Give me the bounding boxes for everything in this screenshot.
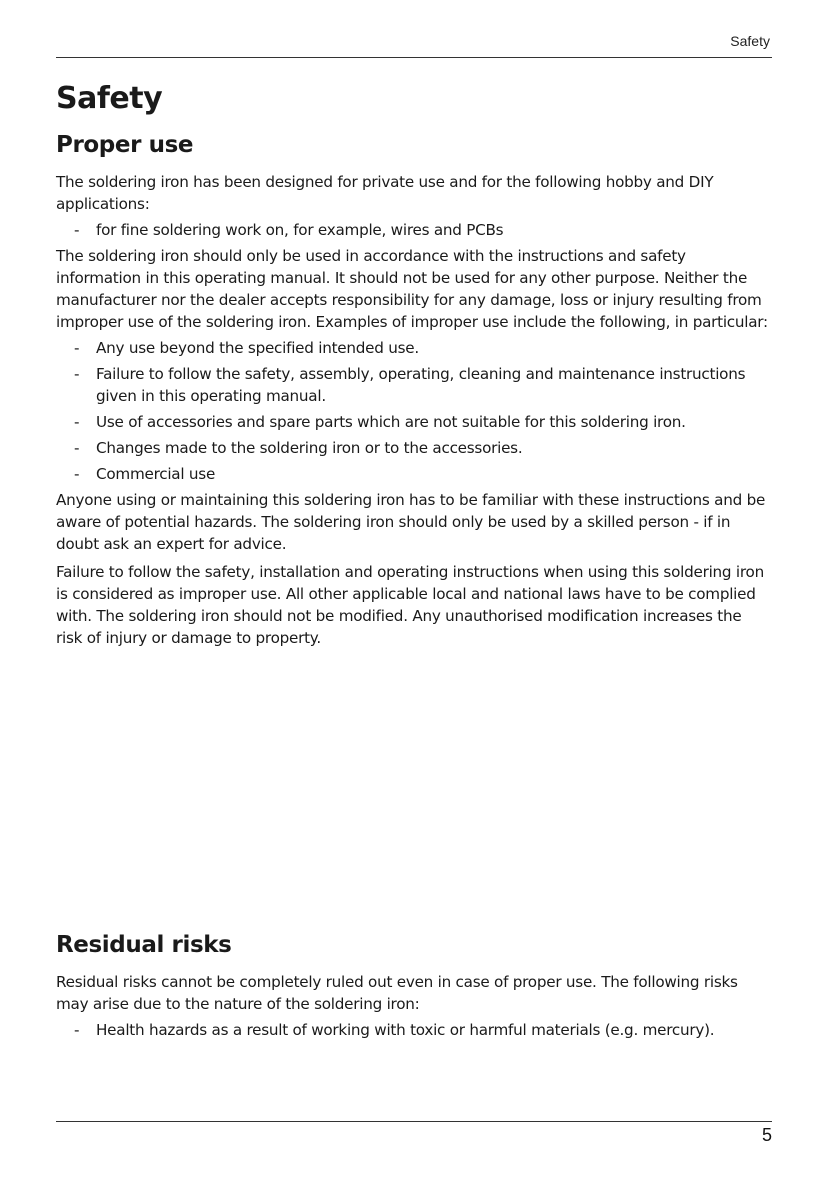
list-item: - Changes made to the soldering iron or to the accessories. xyxy=(56,437,772,459)
improper-use-list xyxy=(56,337,772,485)
proper-use-instructions: The soldering iron should only be used in accordance with the instructions and safety information in this operating manual. It should not be used for any other purpose. Neither the manufacturer nor the dealer accepts responsibility for any damage, loss or injury resulting from improper use of the soldering iron. Examples of improper use include the following, in particular: xyxy=(56,247,768,331)
list-item: - Use of accessories and spare parts which are not suitable for this soldering iron. xyxy=(56,411,772,433)
applications-list xyxy=(56,219,772,241)
improper-use-paragraph: Failure to follow the safety, installation and operating instructions when using this soldering iron is considered as improper use. All other applicable local and national laws have to be complied with. The soldering iron should not be modified. Any unauthorised modification increases the risk of injury or damage to property. xyxy=(56,563,764,647)
header-divider xyxy=(56,57,772,58)
page-number: 5 xyxy=(761,1125,772,1145)
running-header: Safety xyxy=(730,33,770,49)
proper-use-intro: The soldering iron has been designed for private use and for the following hobby and DIY applications: xyxy=(56,173,714,213)
footer-divider xyxy=(56,1121,772,1122)
list-item: - Health hazards as a result of working with toxic or harmful materials (e.g. mercury). xyxy=(56,1019,772,1041)
familiarity-paragraph: Anyone using or maintaining this soldering iron has to be familiar with these instructions and be aware of potential hazards. The soldering iron should only be used by a skilled person - if in doubt ask an expert for advice. xyxy=(56,491,766,553)
residual-risks-section xyxy=(56,928,772,1045)
list-item: - for fine soldering work on, for example, wires and PCBs xyxy=(56,219,772,241)
page-title: Safety xyxy=(56,81,163,116)
residual-risks-intro: Residual risks cannot be completely ruled out even in case of proper use. The following risks may arise due to the nature of the soldering iron: xyxy=(56,973,738,1013)
residual-risks-heading: Residual risks xyxy=(56,932,232,958)
list-item: - Failure to follow the safety, assembly, operating, cleaning and maintenance instructions given in this operating manual. xyxy=(56,363,772,407)
list-item: - Any use beyond the specified intended use. xyxy=(56,337,772,359)
main-content xyxy=(56,76,772,649)
list-item: - Commercial use xyxy=(56,463,772,485)
proper-use-heading: Proper use xyxy=(56,132,194,158)
risks-list xyxy=(56,1019,772,1041)
